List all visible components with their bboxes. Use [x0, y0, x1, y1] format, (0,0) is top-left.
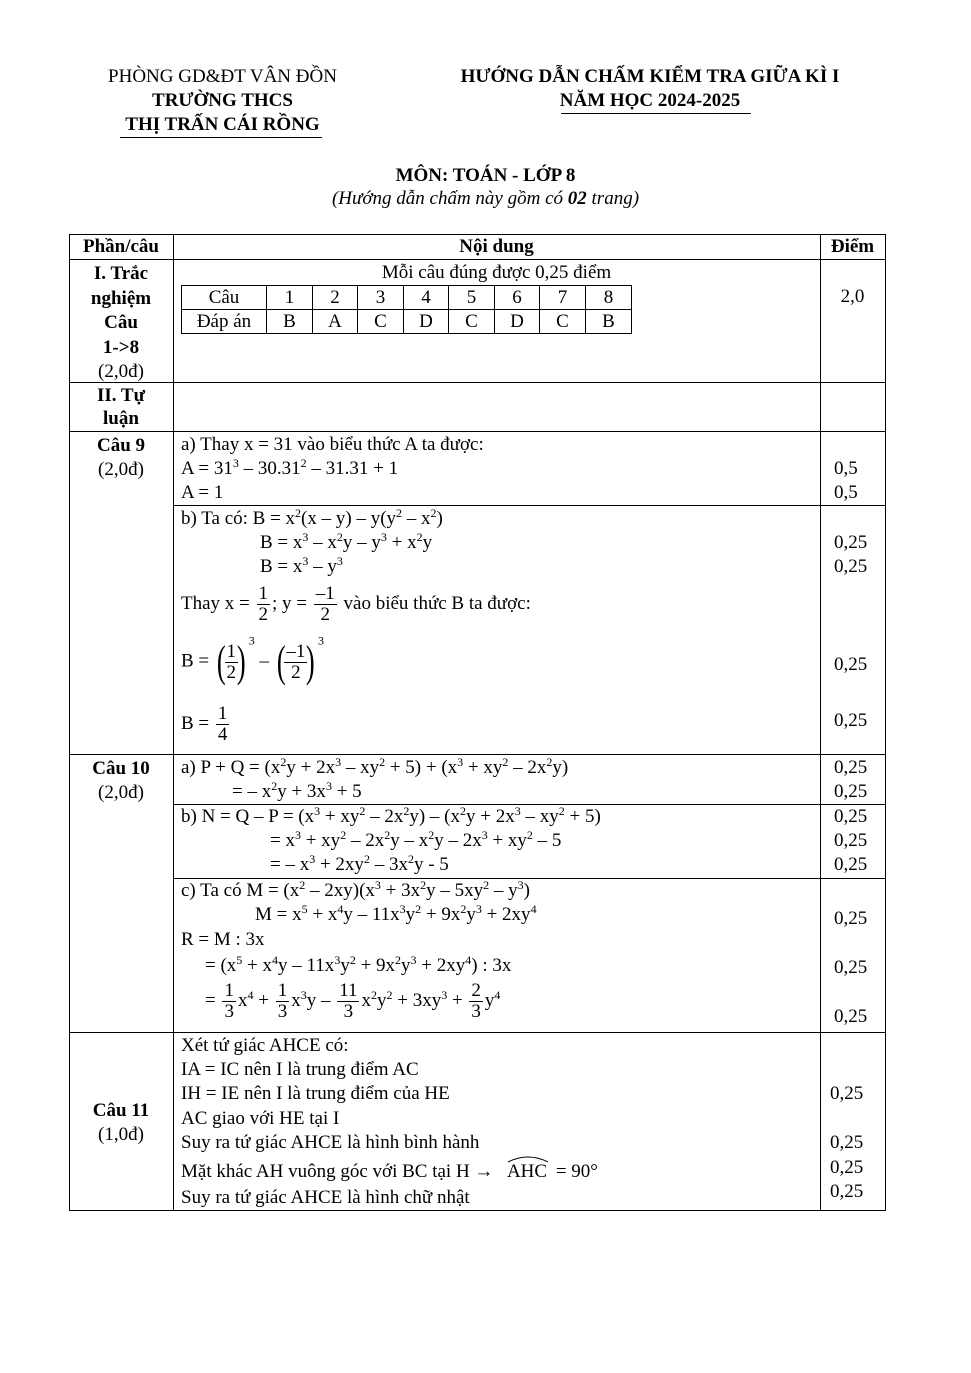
part2-label: II. Tự luận	[96, 385, 146, 429]
question-row-label: Câu	[182, 286, 267, 310]
q10-score: 0,25	[834, 830, 868, 851]
part1-intro: Mỗi câu đúng được 0,25 điểm	[381, 262, 612, 283]
q11-score: 0,25	[830, 1157, 864, 1178]
question-number: 5	[449, 286, 495, 310]
q9-b-line1: b) Ta có: $B = x^2(x - y) - y(y^2 - x^2)$	[181, 506, 443, 529]
note-suffix: trang)	[586, 188, 640, 209]
q9-b-line5: B = ( $\frac{1}{2}$ ) $^3$ – ( $\frac{-1}{2}$ ) $^3$	[181, 633, 325, 686]
q10-score: 0,25	[834, 806, 868, 827]
q9-b-line6: B = $\frac{1}{4}$	[181, 703, 228, 745]
q10-b-line2: = $x^3 + xy^2 - 2x^2y - x^2y - 2x^3 + xy^2 - 5$	[270, 828, 562, 851]
question-number: 6	[495, 286, 540, 310]
q10-c-line1: c) Ta có $M = (x^2 - 2xy)(x^3 + 3x^2y - 5xy^2 - y^3)$	[181, 878, 530, 901]
part1-score: 2,0	[840, 286, 865, 307]
q9-score: 0,25	[834, 710, 868, 731]
q10-score: 0,25	[834, 757, 868, 778]
q10-score: 0,25	[834, 1006, 868, 1027]
school-underline	[120, 137, 322, 138]
answer-key-answer-row	[182, 310, 632, 334]
question-number: 7	[540, 286, 586, 310]
question-number: 8	[586, 286, 632, 310]
q9-label: Câu 9 (2,0đ)	[96, 435, 146, 480]
answer-letter: C	[449, 310, 495, 334]
q10-a-line1: a) $P + Q = (x^2y + 2x^3 - xy^2 + 5) + (x^3 + xy^2 - 2x^2y)$	[181, 755, 569, 778]
dept-name: PHÒNG GD&ĐT VÂN ĐỒN	[108, 66, 337, 87]
answer-letter: A	[313, 310, 358, 334]
col-header-part: Phần/câu	[82, 236, 160, 257]
q11-line-angle: Mặt khác AH vuông góc với BC tại H → AHC = 90°	[181, 1161, 598, 1183]
q11-line: Suy ra tứ giác AHCE là hình chữ nhật	[181, 1187, 470, 1208]
q9-a-line3: A = 1	[181, 482, 224, 503]
q9-score: 0,5	[834, 458, 858, 479]
q10-score: 0,25	[834, 908, 868, 929]
answer-letter: C	[358, 310, 404, 334]
question-number: 3	[358, 286, 404, 310]
q9-score: 0,5	[834, 482, 858, 503]
q10-c-line3: R = M : 3x	[181, 929, 265, 950]
q10-c-line5: = $\frac{1}{3}$ $x^4$ + $\frac{1}{3}$ $x^3y$ – $\frac{11}{3}$ $x^2y^2 + 3xy^3$ + $\frac{2}{3}$ $y^4$	[205, 980, 501, 1022]
answer-letter: B	[267, 310, 313, 334]
q10-c-line4: = $(x^5 + x^4y - 11x^3y^2 + 9x^2y^3 + 2xy^4)$ : 3x	[205, 953, 512, 976]
q9-a-line2: $A = 31^3 - 30.31^2 - 31.31 + 1$	[181, 456, 399, 479]
answer-letter: C	[540, 310, 586, 334]
school-name-2: THỊ TRẤN CÁI RỒNG	[125, 114, 320, 135]
q11-score: 0,25	[830, 1083, 864, 1104]
q10-label: Câu 10 (2,0đ)	[92, 758, 150, 803]
q11-label: Câu 11 (1,0đ)	[92, 1100, 150, 1145]
header-left	[70, 65, 375, 137]
answer-key-question-row	[182, 286, 632, 310]
q9-score: 0,25	[834, 532, 868, 553]
part1-label: I. Trắc nghiệm Câu 1->8 (2,0đ)	[90, 263, 152, 382]
col-header-score: Điểm	[830, 236, 875, 257]
q11-line: IH = IE nên I là trung điểm của HE	[181, 1083, 450, 1104]
header-right	[430, 65, 870, 113]
q11-score: 0,25	[830, 1132, 864, 1153]
question-number: 2	[313, 286, 358, 310]
school-year: NĂM HỌC 2024-2025	[559, 90, 741, 111]
q10-a-line2: = – $x^2y + 3x^3 + 5$	[232, 779, 362, 802]
doc-title: HƯỚNG DẪN CHẤM KIỂM TRA GIỮA KÌ I	[460, 66, 840, 87]
answer-letter: D	[404, 310, 449, 334]
page-note	[0, 187, 971, 211]
school-name-1: TRƯỜNG THCS	[152, 90, 293, 111]
q11-line: Suy ra tứ giác AHCE là hình bình hành	[181, 1132, 480, 1153]
q9-a-line1: a) Thay x = 31 vào biểu thức A ta được:	[181, 434, 484, 455]
angle-ahc: AHC	[506, 1161, 548, 1182]
q10-b-line3: = – $x^3 + 2xy^2 - 3x^2y - 5$	[270, 852, 449, 875]
q10-score: 0,25	[834, 854, 868, 875]
q9-score: 0,25	[834, 556, 868, 577]
question-number: 4	[404, 286, 449, 310]
q9-b-line2: $B = x^3 - x^2y - y^3 + x^2y$	[260, 530, 433, 553]
subject: MÔN: TOÁN - LỚP 8	[395, 165, 576, 186]
answer-letter: B	[586, 310, 632, 334]
note-pages: 02	[567, 188, 587, 209]
q9-score: 0,25	[834, 654, 868, 675]
q10-c-line2: $M = x^5 + x^4y - 11x^3y^2 + 9x^2y^3 + 2xy^4$	[255, 902, 537, 925]
q11-score: 0,25	[830, 1181, 864, 1202]
question-number: 1	[267, 286, 313, 310]
q11-line: Xét tứ giác AHCE có:	[181, 1035, 349, 1056]
answer-key-table	[181, 285, 632, 334]
q9-b-line4: Thay x = $\frac{1}{2}$ ; y = $\frac{-1}{2}$ vào biểu thức B ta được:	[181, 583, 531, 625]
answer-row-label: Đáp án	[182, 310, 267, 334]
q11-line: AC giao với HE tại I	[181, 1108, 340, 1129]
angle-hat-icon	[507, 1155, 549, 1163]
col-header-content: Nội dung	[459, 236, 534, 257]
q10-score: 0,25	[834, 957, 868, 978]
q11-line: IA = IC nên I là trung điểm AC	[181, 1059, 419, 1080]
q9-b-line3: $B = x^3 - y^3$	[260, 554, 343, 577]
note-prefix: (Hướng dẫn chấm này gồm có	[331, 188, 568, 209]
answer-letter: D	[495, 310, 540, 334]
q10-b-line1: b) $N = Q - P = (x^3 + xy^2 - 2x^2y) - (x^2y + 2x^3 - xy^2 + 5)$	[181, 804, 601, 827]
q10-score: 0,25	[834, 781, 868, 802]
year-underline	[561, 113, 751, 114]
